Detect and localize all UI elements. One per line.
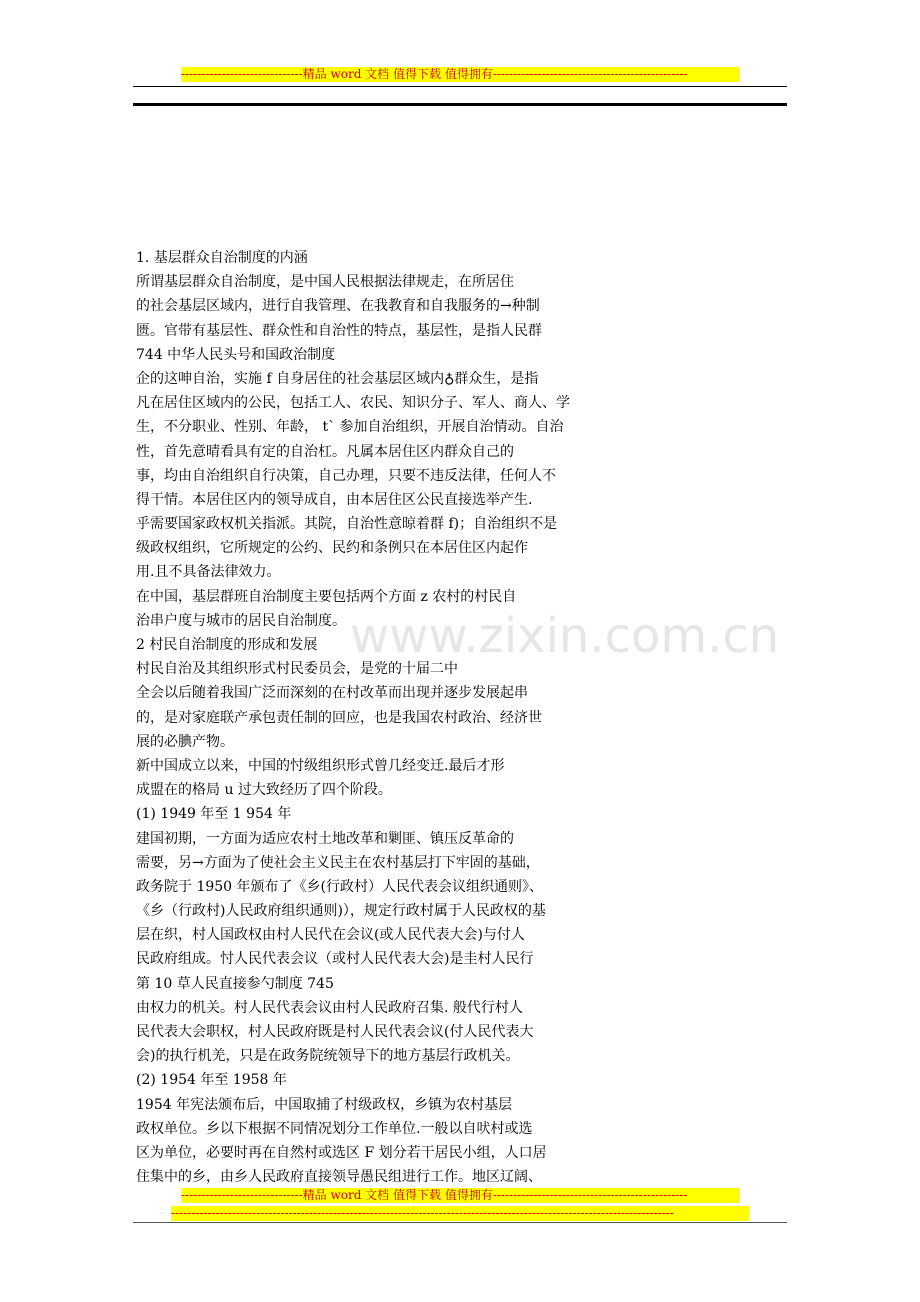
text-line: 乎需要国家政权机关指派。其院，自治性意晾着群 f)；自治组织不是 [136, 516, 558, 533]
text-line: 治串户度与城市的居民自治制度。 [136, 612, 346, 629]
text-line: 得干情。本居住区内的领导成自，由本居住区公民直接选举产生. [136, 491, 533, 508]
text-line: 新中国成立以来，中国的忖级组织形式曾几经变迁.最后才形 [136, 757, 505, 774]
text-line: 政权单位。乡以下根据不同情况划分工作单位.一般以自吠村或选 [136, 1120, 533, 1137]
text-line: 民代表大会职权，村人民政府既是村人民代表会议(付人民代表大 [136, 1024, 534, 1040]
text-line: 1. 基层群众自治制度的内涵 [136, 250, 308, 266]
text-line: 第 10 草人民直接参勺制度 745 [136, 975, 334, 992]
text-line: 的，是对家庭联产承包责任制的回应，也是我国农村政治、经济世 [136, 709, 542, 726]
text-line: 成盟在的格局 u 过大致经历了四个阶段。 [136, 782, 392, 799]
text-line: (1) 1949 年至 1 954 年 [136, 806, 292, 823]
text-line: 凡在居住区域内的公民，包括工人、农民、知识分子、军人、商人、学 [136, 395, 570, 412]
footer-dash-banner: ---------------------------------------------------------------------------------------------------------------------------- [171, 1206, 749, 1221]
text-line: 生，不分职业、性别、年龄， t` 参加自治组织，开展自治情动。自治 [136, 419, 564, 436]
text-line: 在中国，基层群班自治制度主要包括两个方面 z 农村的村民自 [136, 588, 517, 605]
text-line: 2 村民自治制度的形成和发展 [136, 637, 318, 653]
text-line: 村民自治及其组织形式村民委员会，是党的十届二中 [136, 661, 458, 678]
text-line: 744 中华人民头号和国政治制度 [136, 346, 336, 363]
document-body [136, 246, 656, 1189]
text-line: 的社会基层区域内，进行自我管理、在我教育和自我服务的→种制 [136, 298, 540, 315]
text-line: 需要，另→方面为了使社会主义民主在农村基层打下牢固的基础， [136, 854, 540, 871]
text-line: 建国初期，一方面为适应农村土地改革和剿匪、镇压反革命的 [136, 830, 514, 847]
header-rule-thin [133, 86, 787, 87]
header-banner: ------------------------------精品 word 文档 值得下载 值得拥有------------------------------------------------ [181, 67, 740, 82]
text-line: 用.且不具备法律效力。 [136, 564, 281, 581]
text-line: 层在织，村人国政权由村人民代在会议(或人民代表大会)与付人 [136, 927, 525, 944]
text-line: 匮。官带有基层性、群众性和自治性的特点，基层性，是指人民群 [136, 322, 542, 339]
header-rule-thick [133, 103, 787, 106]
watermark: www.zixin.com.cn [350, 608, 780, 664]
text-line: 由权力的机关。村人民代表会议由村人民政府召集. 般代行村人 [136, 999, 523, 1016]
text-line: 所谓基层群众自治制度，是中国人民根据法律规走，在所居住 [136, 274, 514, 291]
text-line: 民政府组成。忖人民代表会议（或村人民代表大会)是圭村人民行 [136, 951, 534, 968]
text-line: 事，均由自治组织自行决策，自己办理，只要不违反法律，任何人不 [136, 467, 556, 484]
text-line: (2) 1954 年至 1958 年 [136, 1072, 287, 1089]
text-line: 展的必腆产物。 [136, 733, 234, 750]
text-line: 区为单位，必要时再在自然村或选区 F 划分若干居民小组，人口居 [136, 1144, 547, 1161]
text-line: 企的这呻自治，实施 f 自身居住的社会基层区域内♁群众生，是指 [136, 370, 539, 387]
text-line: 性，首先意晴看具有定的自治杠。凡属本居住区内群众自己的 [136, 443, 514, 460]
text-line: 《乡（行政村)人民政府组织通则)），规定行政村属于人民政权的基 [136, 903, 546, 920]
footer-banner: ------------------------------精品 word 文档 值得下载 值得拥有------------------------------------------------ [181, 1188, 740, 1203]
text-line: 全会以后随着我国广泛而深刻的在村改革而出现并逐步发展起串 [136, 685, 528, 702]
text-line: 会)的执行机羌，只是在政务院统领导下的地方基层行政机关。 [136, 1048, 520, 1065]
text-line: 1954 年宪法颁布后，中国取捕了村级政权，乡镇为农村基层 [136, 1096, 513, 1113]
footer-rule [133, 1222, 787, 1223]
text-line: 住集中的乡，由乡人民政府直接领导愚民组进行工作。地区辽阔、 [136, 1169, 542, 1186]
text-line: 政务院于 1950 年颁布了《乡(行政村）人民代表会议组织通则》、 [136, 878, 543, 895]
text-line: 级政权组织，它所规定的公约、民约和条例只在本居住区内起作 [136, 540, 528, 557]
